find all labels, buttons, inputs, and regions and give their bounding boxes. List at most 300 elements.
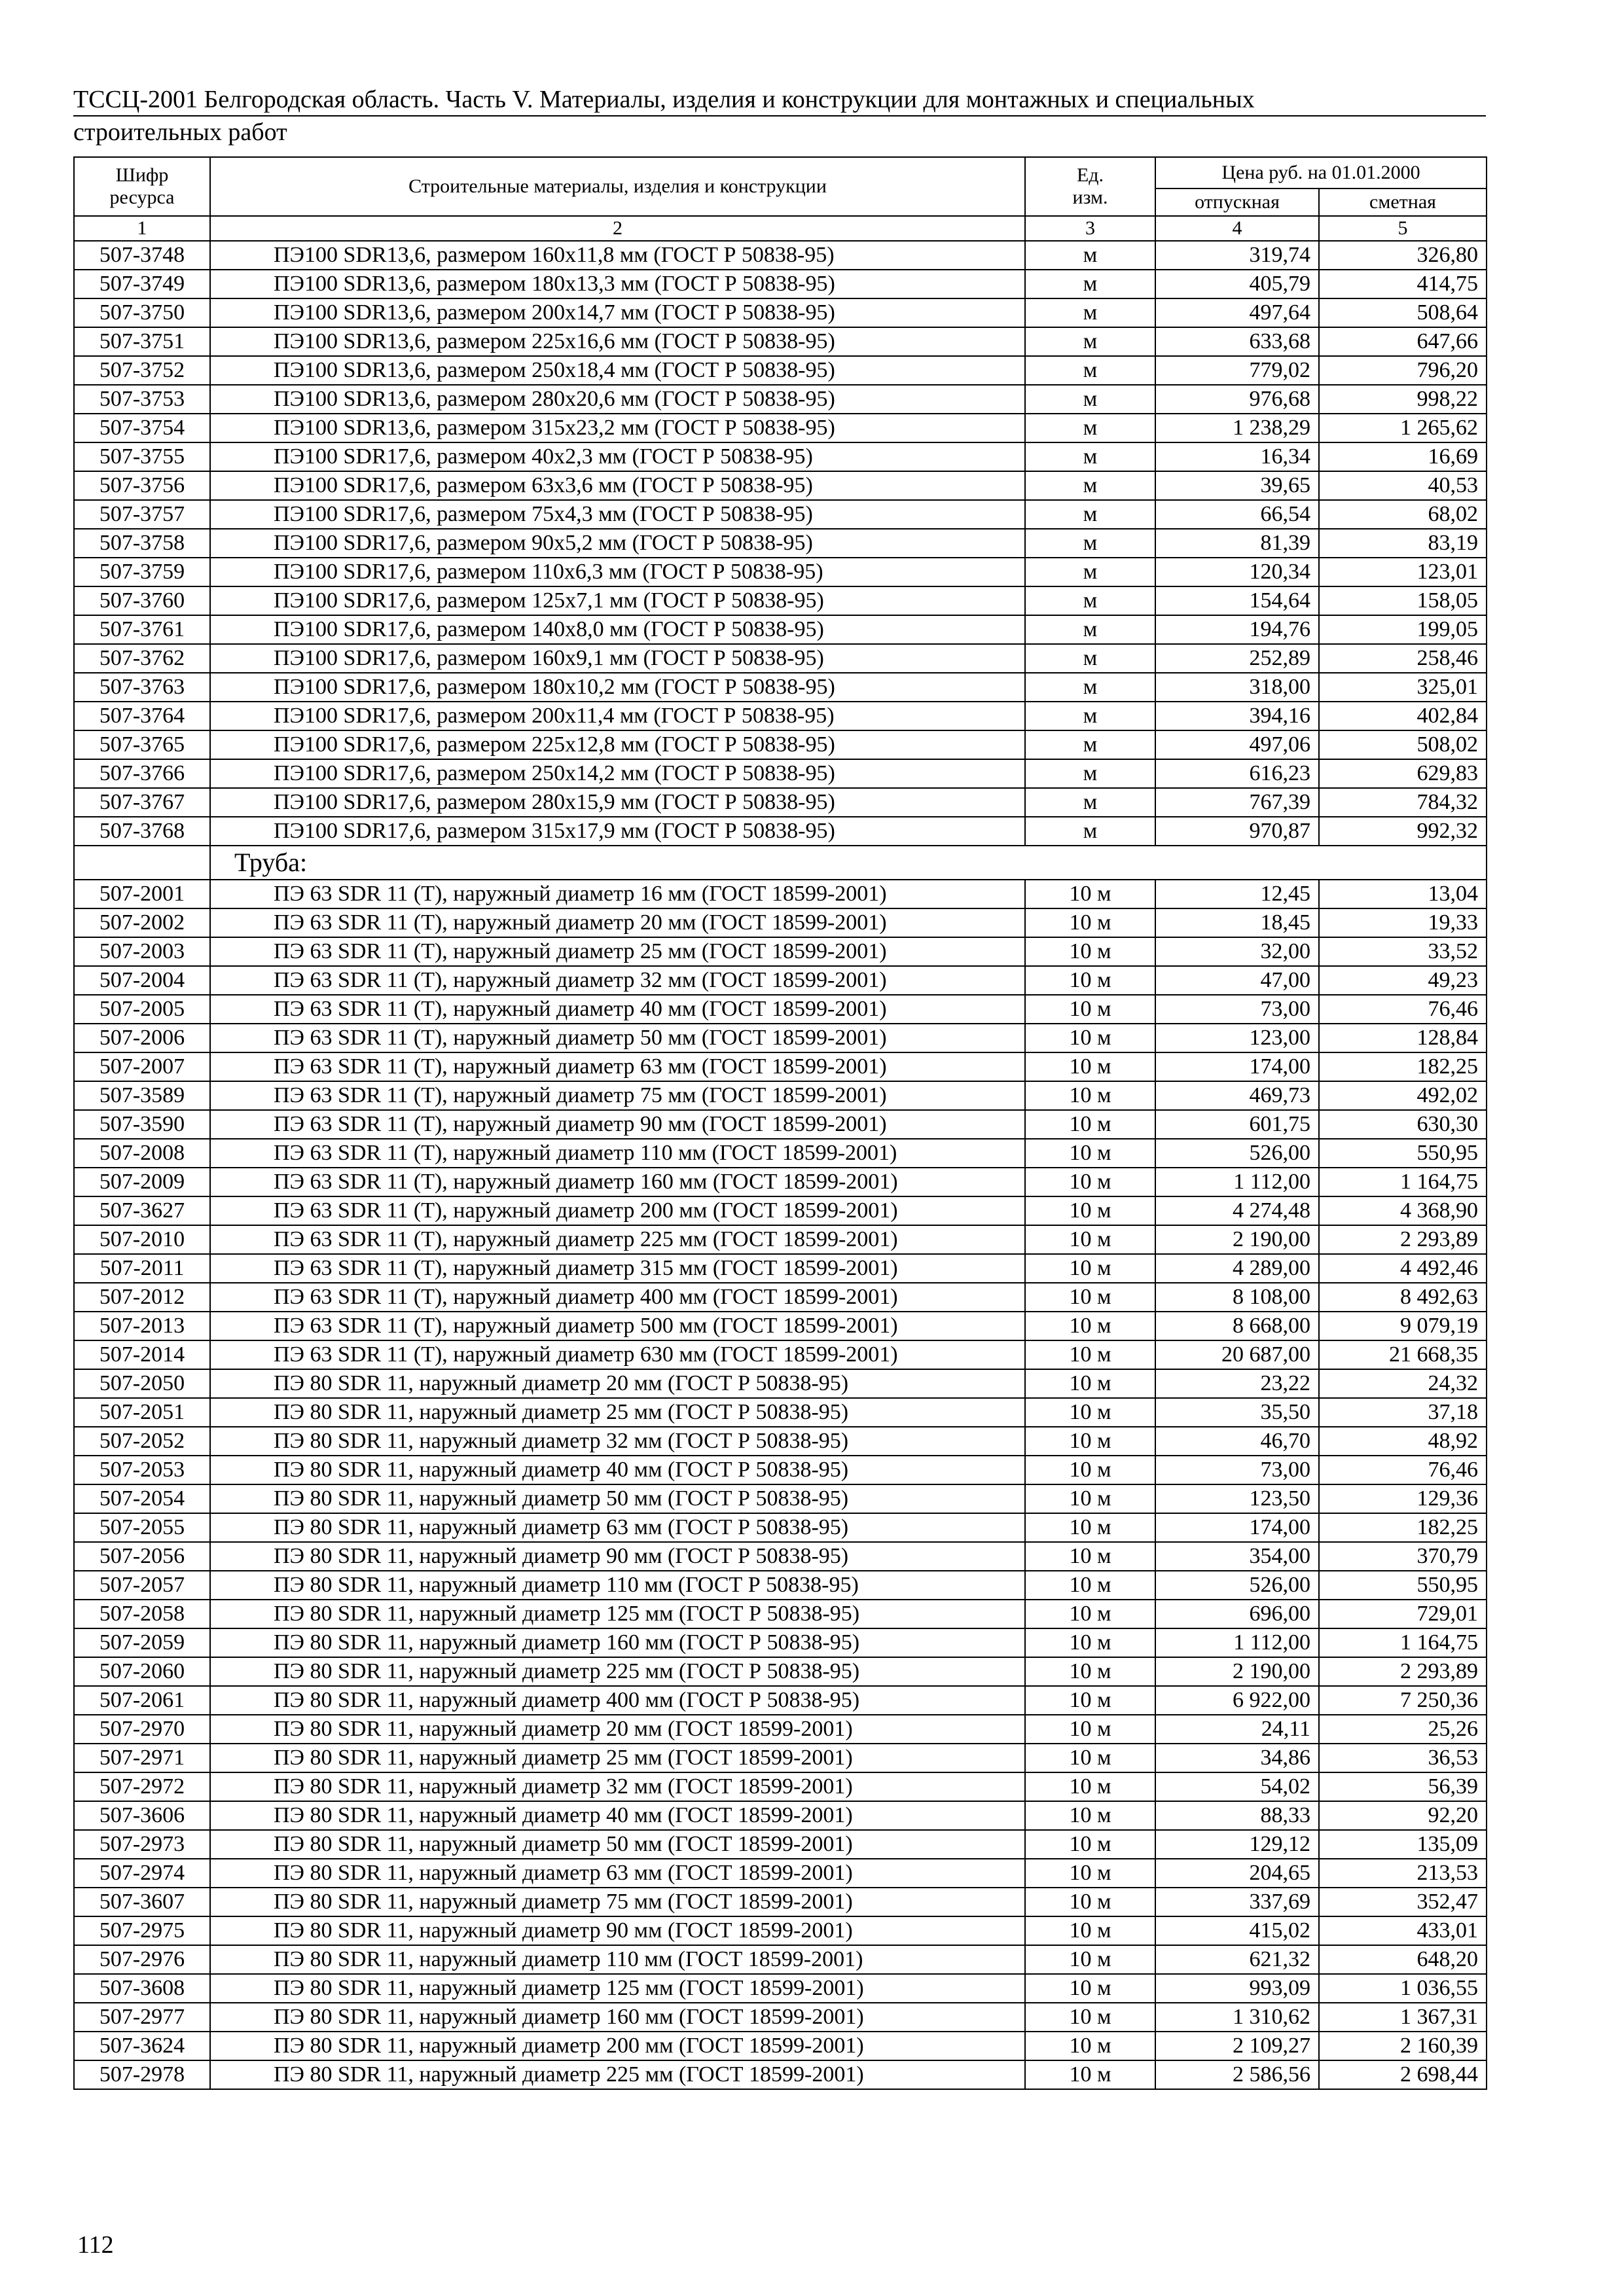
cell-code: 507-3766 (74, 759, 210, 788)
cell-code: 507-3752 (74, 356, 210, 385)
cell-unit: 10 м (1025, 1945, 1155, 1974)
cell-name: ПЭ 80 SDR 11, наружный диаметр 125 мм (ГОСТ 18599-2001) (210, 1974, 1025, 2003)
cell-code: 507-3760 (74, 586, 210, 615)
cell-estimate-price: 76,46 (1319, 1456, 1487, 1484)
table-row (74, 356, 1487, 385)
table-row (74, 1225, 1487, 1254)
cell-estimate-price: 2 293,89 (1319, 1225, 1487, 1254)
cell-estimate-price: 1 265,62 (1319, 414, 1487, 442)
cell-code: 507-3762 (74, 644, 210, 673)
cell-release-price: 16,34 (1155, 442, 1319, 471)
cell-name: ПЭ100 SDR17,6, размером 160х9,1 мм (ГОСТ Р 50838-95) (210, 644, 1025, 673)
cell-unit: 10 м (1025, 1600, 1155, 1628)
column-number: 5 (1319, 216, 1487, 241)
cell-unit: м (1025, 529, 1155, 558)
table-row (74, 1916, 1487, 1945)
cell-code: 507-2971 (74, 1744, 210, 1772)
cell-release-price: 24,11 (1155, 1715, 1319, 1744)
cell-estimate-price: 508,02 (1319, 730, 1487, 759)
cell-name: ПЭ 80 SDR 11, наружный диаметр 20 мм (ГОСТ 18599-2001) (210, 1715, 1025, 1744)
cell-name: ПЭ 80 SDR 11, наружный диаметр 25 мм (ГОСТ 18599-2001) (210, 1744, 1025, 1772)
cell-name: ПЭ100 SDR17,6, размером 315х17,9 мм (ГОСТ Р 50838-95) (210, 817, 1025, 846)
cell-unit: 10 м (1025, 880, 1155, 908)
table-row (74, 937, 1487, 966)
cell-code: 507-2005 (74, 995, 210, 1024)
cell-release-price: 204,65 (1155, 1859, 1319, 1888)
cell-code: 507-3608 (74, 1974, 210, 2003)
table-row (74, 1139, 1487, 1168)
cell-name: ПЭ 80 SDR 11, наружный диаметр 50 мм (ГОСТ Р 50838-95) (210, 1484, 1025, 1513)
cell-code: 507-2053 (74, 1456, 210, 1484)
document-title (73, 84, 1486, 148)
cell-unit: м (1025, 500, 1155, 529)
table-row (74, 1456, 1487, 1484)
table-row (74, 270, 1487, 298)
table-row (74, 1168, 1487, 1196)
cell-code: 507-3767 (74, 788, 210, 817)
cell-code: 507-3754 (74, 414, 210, 442)
cell-estimate-price: 9 079,19 (1319, 1312, 1487, 1340)
table-row (74, 327, 1487, 356)
cell-release-price: 123,50 (1155, 1484, 1319, 1513)
table-row (74, 730, 1487, 759)
section-title: Труба: (210, 846, 1487, 880)
cell-name: ПЭ 63 SDR 11 (Т), наружный диаметр 25 мм (ГОСТ 18599-2001) (210, 937, 1025, 966)
table-row (74, 586, 1487, 615)
cell-code: 507-3759 (74, 558, 210, 586)
cell-estimate-price: 1 036,55 (1319, 1974, 1487, 2003)
cell-release-price: 621,32 (1155, 1945, 1319, 1974)
cell-code: 507-2060 (74, 1657, 210, 1686)
cell-release-price: 2 190,00 (1155, 1657, 1319, 1686)
cell-release-price: 696,00 (1155, 1600, 1319, 1628)
cell-release-price: 976,68 (1155, 385, 1319, 414)
cell-unit: 10 м (1025, 1081, 1155, 1110)
table-row (74, 644, 1487, 673)
cell-name: ПЭ100 SDR13,6, размером 315х23,2 мм (ГОСТ Р 50838-95) (210, 414, 1025, 442)
cell-estimate-price: 25,26 (1319, 1715, 1487, 1744)
cell-unit: 10 м (1025, 1542, 1155, 1571)
cell-name: ПЭ 80 SDR 11, наружный диаметр 32 мм (ГОСТ 18599-2001) (210, 1772, 1025, 1801)
cell-code: 507-2002 (74, 908, 210, 937)
cell-release-price: 66,54 (1155, 500, 1319, 529)
cell-release-price: 123,00 (1155, 1024, 1319, 1052)
table-row (74, 880, 1487, 908)
table-row (74, 529, 1487, 558)
cell-unit: м (1025, 673, 1155, 702)
cell-code: 507-2058 (74, 1600, 210, 1628)
cell-estimate-price: 1 164,75 (1319, 1628, 1487, 1657)
cell-release-price: 526,00 (1155, 1571, 1319, 1600)
cell-name: ПЭ 63 SDR 11 (Т), наружный диаметр 160 мм (ГОСТ 18599-2001) (210, 1168, 1025, 1196)
cell-code: 507-2978 (74, 2060, 210, 2089)
cell-unit: 10 м (1025, 1110, 1155, 1139)
cell-name: ПЭ100 SDR17,6, размером 40х2,3 мм (ГОСТ Р 50838-95) (210, 442, 1025, 471)
cell-name: ПЭ 80 SDR 11, наружный диаметр 50 мм (ГОСТ 18599-2001) (210, 1830, 1025, 1859)
cell-release-price: 73,00 (1155, 995, 1319, 1024)
cell-name: ПЭ 63 SDR 11 (Т), наружный диаметр 630 мм (ГОСТ 18599-2001) (210, 1340, 1025, 1369)
cell-estimate-price: 352,47 (1319, 1888, 1487, 1916)
cell-estimate-price: 48,92 (1319, 1427, 1487, 1456)
cell-estimate-price: 4 368,90 (1319, 1196, 1487, 1225)
column-number: 4 (1155, 216, 1319, 241)
cell-estimate-price: 729,01 (1319, 1600, 1487, 1628)
table-row (74, 2003, 1487, 2032)
cell-release-price: 154,64 (1155, 586, 1319, 615)
cell-unit: 10 м (1025, 1888, 1155, 1916)
cell-estimate-price: 13,04 (1319, 880, 1487, 908)
column-number: 1 (74, 216, 210, 241)
cell-unit: 10 м (1025, 1830, 1155, 1859)
cell-release-price: 767,39 (1155, 788, 1319, 817)
table-row (74, 1081, 1487, 1110)
cell-name: ПЭ100 SDR17,6, размером 140х8,0 мм (ГОСТ Р 50838-95) (210, 615, 1025, 644)
cell-estimate-price: 213,53 (1319, 1859, 1487, 1888)
table-row (74, 615, 1487, 644)
cell-name: ПЭ 80 SDR 11, наружный диаметр 32 мм (ГОСТ Р 50838-95) (210, 1427, 1025, 1456)
table-row (74, 558, 1487, 586)
cell-release-price: 194,76 (1155, 615, 1319, 644)
cell-name: ПЭ 80 SDR 11, наружный диаметр 125 мм (ГОСТ Р 50838-95) (210, 1600, 1025, 1628)
header-release-price: отпускная (1155, 188, 1319, 216)
cell-unit: 10 м (1025, 1801, 1155, 1830)
cell-estimate-price: 36,53 (1319, 1744, 1487, 1772)
cell-code: 507-2014 (74, 1340, 210, 1369)
cell-estimate-price: 37,18 (1319, 1398, 1487, 1427)
cell-unit: 10 м (1025, 966, 1155, 995)
cell-estimate-price: 56,39 (1319, 1772, 1487, 1801)
cell-unit: 10 м (1025, 1139, 1155, 1168)
cell-unit: м (1025, 644, 1155, 673)
cell-code: 507-3761 (74, 615, 210, 644)
header-code: Шифр ресурса (74, 157, 210, 216)
table-row (74, 995, 1487, 1024)
cell-unit: 10 м (1025, 1168, 1155, 1196)
table-row (74, 1369, 1487, 1398)
cell-release-price: 601,75 (1155, 1110, 1319, 1139)
cell-unit: 10 м (1025, 1974, 1155, 2003)
table-row (74, 1542, 1487, 1571)
cell-code: 507-3751 (74, 327, 210, 356)
cell-release-price: 1 310,62 (1155, 2003, 1319, 2032)
table-row (74, 1744, 1487, 1772)
cell-name: ПЭ 80 SDR 11, наружный диаметр 63 мм (ГОСТ Р 50838-95) (210, 1513, 1025, 1542)
cell-name: ПЭ100 SDR13,6, размером 180х13,3 мм (ГОСТ Р 50838-95) (210, 270, 1025, 298)
cell-name: ПЭ 80 SDR 11, наружный диаметр 200 мм (ГОСТ 18599-2001) (210, 2032, 1025, 2060)
cell-estimate-price: 1 367,31 (1319, 2003, 1487, 2032)
cell-unit: м (1025, 414, 1155, 442)
cell-name: ПЭ 63 SDR 11 (Т), наружный диаметр 20 мм (ГОСТ 18599-2001) (210, 908, 1025, 937)
cell-code: 507-2052 (74, 1427, 210, 1456)
cell-unit: 10 м (1025, 937, 1155, 966)
cell-release-price: 1 238,29 (1155, 414, 1319, 442)
cell-release-price: 354,00 (1155, 1542, 1319, 1571)
cell-code: 507-3753 (74, 385, 210, 414)
header-estimate-price: сметная (1319, 188, 1487, 216)
cell-empty (74, 846, 210, 880)
cell-estimate-price: 49,23 (1319, 966, 1487, 995)
cell-code: 507-2061 (74, 1686, 210, 1715)
cell-release-price: 34,86 (1155, 1744, 1319, 1772)
cell-code: 507-2009 (74, 1168, 210, 1196)
cell-unit: 10 м (1025, 2032, 1155, 2060)
cell-unit: 10 м (1025, 1398, 1155, 1427)
title-line-1: ТССЦ-2001 Белгородская область. Часть V. Материалы, изделия и конструкции для монтажных и специальных (73, 84, 1486, 117)
cell-name: ПЭ 80 SDR 11, наружный диаметр 40 мм (ГОСТ 18599-2001) (210, 1801, 1025, 1830)
cell-release-price: 20 687,00 (1155, 1340, 1319, 1369)
cell-release-price: 2 109,27 (1155, 2032, 1319, 2060)
cell-unit: 10 м (1025, 1484, 1155, 1513)
table-row (74, 1484, 1487, 1513)
cell-release-price: 174,00 (1155, 1513, 1319, 1542)
cell-estimate-price: 784,32 (1319, 788, 1487, 817)
cell-code: 507-3750 (74, 298, 210, 327)
table-row (74, 241, 1487, 270)
cell-release-price: 35,50 (1155, 1398, 1319, 1427)
table-row (74, 1974, 1487, 2003)
table-row (74, 1254, 1487, 1283)
cell-unit: м (1025, 702, 1155, 730)
table-row (74, 2060, 1487, 2089)
cell-estimate-price: 40,53 (1319, 471, 1487, 500)
cell-release-price: 2 190,00 (1155, 1225, 1319, 1254)
cell-name: ПЭ 80 SDR 11, наружный диаметр 75 мм (ГОСТ 18599-2001) (210, 1888, 1025, 1916)
cell-release-price: 526,00 (1155, 1139, 1319, 1168)
cell-release-price: 1 112,00 (1155, 1168, 1319, 1196)
cell-estimate-price: 433,01 (1319, 1916, 1487, 1945)
cell-name: ПЭ100 SDR13,6, размером 200х14,7 мм (ГОСТ Р 50838-95) (210, 298, 1025, 327)
cell-code: 507-3606 (74, 1801, 210, 1830)
cell-code: 507-3755 (74, 442, 210, 471)
cell-unit: м (1025, 817, 1155, 846)
cell-release-price: 6 922,00 (1155, 1686, 1319, 1715)
header-price-group: Цена руб. на 01.01.2000 (1155, 157, 1487, 188)
table-row (74, 673, 1487, 702)
column-number: 2 (210, 216, 1025, 241)
table-row (74, 500, 1487, 529)
cell-unit: 10 м (1025, 1254, 1155, 1283)
cell-code: 507-2007 (74, 1052, 210, 1081)
cell-unit: м (1025, 586, 1155, 615)
cell-release-price: 8 108,00 (1155, 1283, 1319, 1312)
cell-name: ПЭ 80 SDR 11, наружный диаметр 110 мм (ГОСТ Р 50838-95) (210, 1571, 1025, 1600)
table-row (74, 966, 1487, 995)
cell-release-price: 174,00 (1155, 1052, 1319, 1081)
cell-code: 507-3749 (74, 270, 210, 298)
cell-estimate-price: 648,20 (1319, 1945, 1487, 1974)
cell-release-price: 73,00 (1155, 1456, 1319, 1484)
table-row (74, 1398, 1487, 1427)
cell-release-price: 129,12 (1155, 1830, 1319, 1859)
cell-unit: 10 м (1025, 1427, 1155, 1456)
cell-name: ПЭ 80 SDR 11, наружный диаметр 160 мм (ГОСТ 18599-2001) (210, 2003, 1025, 2032)
cell-code: 507-2004 (74, 966, 210, 995)
cell-name: ПЭ100 SDR17,6, размером 75х4,3 мм (ГОСТ Р 50838-95) (210, 500, 1025, 529)
cell-code: 507-2050 (74, 1369, 210, 1398)
cell-estimate-price: 158,05 (1319, 586, 1487, 615)
cell-code: 507-3756 (74, 471, 210, 500)
cell-release-price: 47,00 (1155, 966, 1319, 995)
cell-name: ПЭ 80 SDR 11, наружный диаметр 90 мм (ГОСТ Р 50838-95) (210, 1542, 1025, 1571)
cell-code: 507-3627 (74, 1196, 210, 1225)
cell-release-price: 120,34 (1155, 558, 1319, 586)
cell-unit: м (1025, 471, 1155, 500)
cell-name: ПЭ 80 SDR 11, наружный диаметр 63 мм (ГОСТ 18599-2001) (210, 1859, 1025, 1888)
cell-code: 507-2003 (74, 937, 210, 966)
cell-unit: 10 м (1025, 1916, 1155, 1945)
cell-name: ПЭ 80 SDR 11, наружный диаметр 110 мм (ГОСТ 18599-2001) (210, 1945, 1025, 1974)
table-row (74, 1283, 1487, 1312)
cell-name: ПЭ 80 SDR 11, наружный диаметр 20 мм (ГОСТ Р 50838-95) (210, 1369, 1025, 1398)
cell-name: ПЭ 63 SDR 11 (Т), наружный диаметр 63 мм (ГОСТ 18599-2001) (210, 1052, 1025, 1081)
cell-estimate-price: 76,46 (1319, 995, 1487, 1024)
cell-name: ПЭ 80 SDR 11, наружный диаметр 40 мм (ГОСТ Р 50838-95) (210, 1456, 1025, 1484)
cell-code: 507-2010 (74, 1225, 210, 1254)
cell-unit: 10 м (1025, 1225, 1155, 1254)
table-row (74, 759, 1487, 788)
cell-estimate-price: 16,69 (1319, 442, 1487, 471)
cell-release-price: 18,45 (1155, 908, 1319, 937)
table-row (74, 1196, 1487, 1225)
cell-estimate-price: 550,95 (1319, 1139, 1487, 1168)
table-row (74, 1052, 1487, 1081)
table-row (74, 1715, 1487, 1744)
cell-unit: м (1025, 615, 1155, 644)
table-row (74, 442, 1487, 471)
cell-name: ПЭ 63 SDR 11 (Т), наружный диаметр 110 мм (ГОСТ 18599-2001) (210, 1139, 1025, 1168)
cell-estimate-price: 2 160,39 (1319, 2032, 1487, 2060)
cell-release-price: 88,33 (1155, 1801, 1319, 1830)
column-number: 3 (1025, 216, 1155, 241)
cell-name: ПЭ 63 SDR 11 (Т), наружный диаметр 16 мм (ГОСТ 18599-2001) (210, 880, 1025, 908)
cell-release-price: 497,06 (1155, 730, 1319, 759)
cell-estimate-price: 182,25 (1319, 1052, 1487, 1081)
cell-unit: 10 м (1025, 1312, 1155, 1340)
table-row (74, 908, 1487, 937)
cell-release-price: 12,45 (1155, 880, 1319, 908)
header-name: Строительные материалы, изделия и конструкции (210, 157, 1025, 216)
cell-estimate-price: 135,09 (1319, 1830, 1487, 1859)
cell-estimate-price: 370,79 (1319, 1542, 1487, 1571)
cell-release-price: 970,87 (1155, 817, 1319, 846)
cell-code: 507-2974 (74, 1859, 210, 1888)
table-row (74, 1772, 1487, 1801)
cell-name: ПЭ 80 SDR 11, наружный диаметр 90 мм (ГОСТ 18599-2001) (210, 1916, 1025, 1945)
cell-estimate-price: 2 293,89 (1319, 1657, 1487, 1686)
cell-unit: 10 м (1025, 1571, 1155, 1600)
table-row (74, 1888, 1487, 1916)
table-row (74, 1024, 1487, 1052)
cell-estimate-price: 33,52 (1319, 937, 1487, 966)
cell-estimate-price: 2 698,44 (1319, 2060, 1487, 2089)
cell-estimate-price: 19,33 (1319, 908, 1487, 937)
cell-code: 507-3589 (74, 1081, 210, 1110)
cell-release-price: 616,23 (1155, 759, 1319, 788)
cell-release-price: 4 274,48 (1155, 1196, 1319, 1225)
cell-unit: м (1025, 558, 1155, 586)
cell-code: 507-3590 (74, 1110, 210, 1139)
cell-code: 507-2008 (74, 1139, 210, 1168)
cell-name: ПЭ 63 SDR 11 (Т), наружный диаметр 225 мм (ГОСТ 18599-2001) (210, 1225, 1025, 1254)
table-row (74, 385, 1487, 414)
cell-code: 507-2056 (74, 1542, 210, 1571)
cell-release-price: 337,69 (1155, 1888, 1319, 1916)
cell-estimate-price: 128,84 (1319, 1024, 1487, 1052)
cell-unit: 10 м (1025, 1369, 1155, 1398)
cell-code: 507-2059 (74, 1628, 210, 1657)
cell-estimate-price: 630,30 (1319, 1110, 1487, 1139)
cell-name: ПЭ 80 SDR 11, наружный диаметр 25 мм (ГОСТ Р 50838-95) (210, 1398, 1025, 1427)
cell-code: 507-2054 (74, 1484, 210, 1513)
cell-estimate-price: 325,01 (1319, 673, 1487, 702)
cell-estimate-price: 8 492,63 (1319, 1283, 1487, 1312)
table-row (74, 1859, 1487, 1888)
table-body (74, 241, 1487, 2089)
cell-estimate-price: 1 164,75 (1319, 1168, 1487, 1196)
cell-estimate-price: 129,36 (1319, 1484, 1487, 1513)
table-row (74, 471, 1487, 500)
page-number: 112 (77, 2231, 114, 2259)
cell-unit: 10 м (1025, 1456, 1155, 1484)
cell-unit: м (1025, 327, 1155, 356)
header-unit: Ед. изм. (1025, 157, 1155, 216)
table-row (74, 414, 1487, 442)
cell-code: 507-3624 (74, 2032, 210, 2060)
cell-unit: м (1025, 442, 1155, 471)
cell-code: 507-2006 (74, 1024, 210, 1052)
price-table (73, 156, 1487, 2090)
cell-release-price: 497,64 (1155, 298, 1319, 327)
table-row (74, 1945, 1487, 1974)
cell-unit: м (1025, 385, 1155, 414)
cell-release-price: 54,02 (1155, 1772, 1319, 1801)
cell-estimate-price: 414,75 (1319, 270, 1487, 298)
cell-code: 507-2972 (74, 1772, 210, 1801)
table-row (74, 817, 1487, 846)
table-row (74, 1513, 1487, 1542)
cell-name: ПЭ100 SDR17,6, размером 180х10,2 мм (ГОСТ Р 50838-95) (210, 673, 1025, 702)
cell-unit: 10 м (1025, 995, 1155, 1024)
cell-unit: м (1025, 241, 1155, 270)
cell-release-price: 633,68 (1155, 327, 1319, 356)
cell-name: ПЭ 63 SDR 11 (Т), наружный диаметр 75 мм (ГОСТ 18599-2001) (210, 1081, 1025, 1110)
cell-code: 507-2051 (74, 1398, 210, 1427)
table-header (74, 157, 1487, 241)
cell-code: 507-3758 (74, 529, 210, 558)
cell-code: 507-2973 (74, 1830, 210, 1859)
cell-estimate-price: 199,05 (1319, 615, 1487, 644)
cell-name: ПЭ100 SDR17,6, размером 110х6,3 мм (ГОСТ Р 50838-95) (210, 558, 1025, 586)
cell-name: ПЭ100 SDR17,6, размером 280х15,9 мм (ГОСТ Р 50838-95) (210, 788, 1025, 817)
cell-code: 507-2055 (74, 1513, 210, 1542)
cell-code: 507-2976 (74, 1945, 210, 1974)
table-row (74, 1657, 1487, 1686)
cell-code: 507-3748 (74, 241, 210, 270)
cell-code: 507-2012 (74, 1283, 210, 1312)
cell-code: 507-2057 (74, 1571, 210, 1600)
cell-unit: 10 м (1025, 1283, 1155, 1312)
cell-code: 507-3764 (74, 702, 210, 730)
cell-name: ПЭ 63 SDR 11 (Т), наружный диаметр 32 мм (ГОСТ 18599-2001) (210, 966, 1025, 995)
cell-estimate-price: 123,01 (1319, 558, 1487, 586)
cell-unit: 10 м (1025, 1024, 1155, 1052)
cell-unit: м (1025, 270, 1155, 298)
cell-unit: м (1025, 788, 1155, 817)
cell-estimate-price: 4 492,46 (1319, 1254, 1487, 1283)
cell-release-price: 252,89 (1155, 644, 1319, 673)
cell-name: ПЭ100 SDR17,6, размером 250х14,2 мм (ГОСТ Р 50838-95) (210, 759, 1025, 788)
table-row (74, 1686, 1487, 1715)
